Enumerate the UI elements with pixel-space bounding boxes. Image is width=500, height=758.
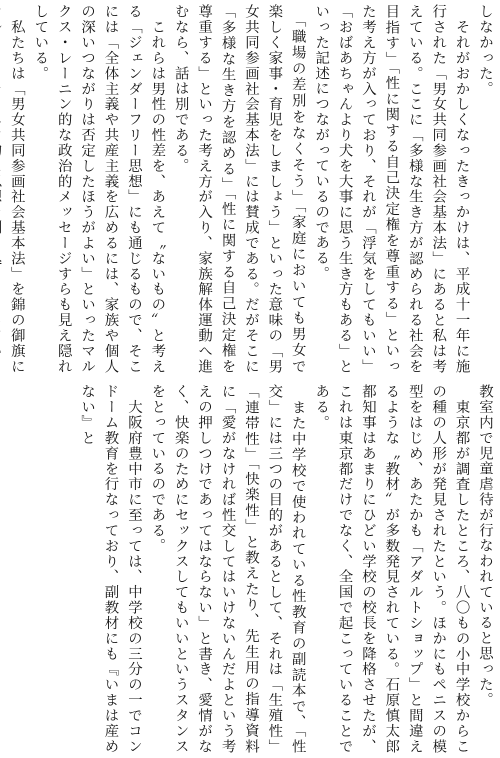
paragraph: しなかった。: [477, 4, 493, 97]
paragraph: 教室内で児童虐待が行なわれていると思った。: [477, 384, 493, 708]
lower-text-tier: [4, 384, 496, 754]
paragraph: 私たちは「男女共同参画社会基本法」を錦の御旗に: [8, 19, 25, 374]
paragraph: 東京都が調査したところ、八〇もの小中学校からこの種の人形が発見されたという。ほかにもペニスの模型をはじめ、あたかも「アダルトショップ」と間違えるような〝教材〟が多数発見されている。石原慎太郎都知事はあまりにひどい学校の校長を降格させたが、これは東京都だけでなく、全国で起こっていることである。: [313, 384, 470, 754]
paragraph: 「職場の差別をなくそう」「家庭においても男女で楽しく家事・育児をしましょう」といった意味の「男女共同参画社会基本法」には賛成である。だがそこに「多様な生き方を認める」「性に関する自己決定権を尊重する」といった考え方が入り、家族解体運動へ進むなら、話は別である。: [172, 4, 306, 374]
paragraph: 大阪府豊中市に至っては、中学校の三分の一でコンドーム教育を行なっており、副教材にも『いまは産めない』と: [79, 384, 142, 754]
paragraph: また中学校で使われている性教育の副読本で、「性交」には三つの目的があるとして、それは「生殖性」「連帯性」「快楽性」と教えたり、先生用の指導資料に「愛がなければ性交してはいけないんだよという考えの押しつけであってはならない」と書き、愛情がなく、快楽のためにセックスしてもいいというスタンスをとっているのである。: [149, 384, 306, 754]
lower-text-columns: [4, 384, 496, 754]
paragraph: これらは男性の性差を、あえて〝ないもの〟と考える「ジェンダーフリー思想」にも通じるもので、そこには「全体主義や共産主義を広めるには、家族や個人の深いつながりは否定したほうがよい」といったマルクス・レーニン的な政治的メッセージすらも見え隠れしている。: [32, 4, 166, 374]
upper-text-tier: [4, 4, 496, 374]
upper-text-columns: [4, 4, 496, 374]
paragraph: それがおかしくなったきっかけは、平成十一年に施行された「男女共同参画社会基本法」にあると私は考えている。ここに「多様な生き方が認められる社会を目指す」「性に関する自己決定権を尊重する」といった考え方が入っており、それが「浮気をしてもいい」「おばあちゃんより犬を大事に思う生き方もある」といった記述につながっているのである。: [313, 4, 470, 374]
